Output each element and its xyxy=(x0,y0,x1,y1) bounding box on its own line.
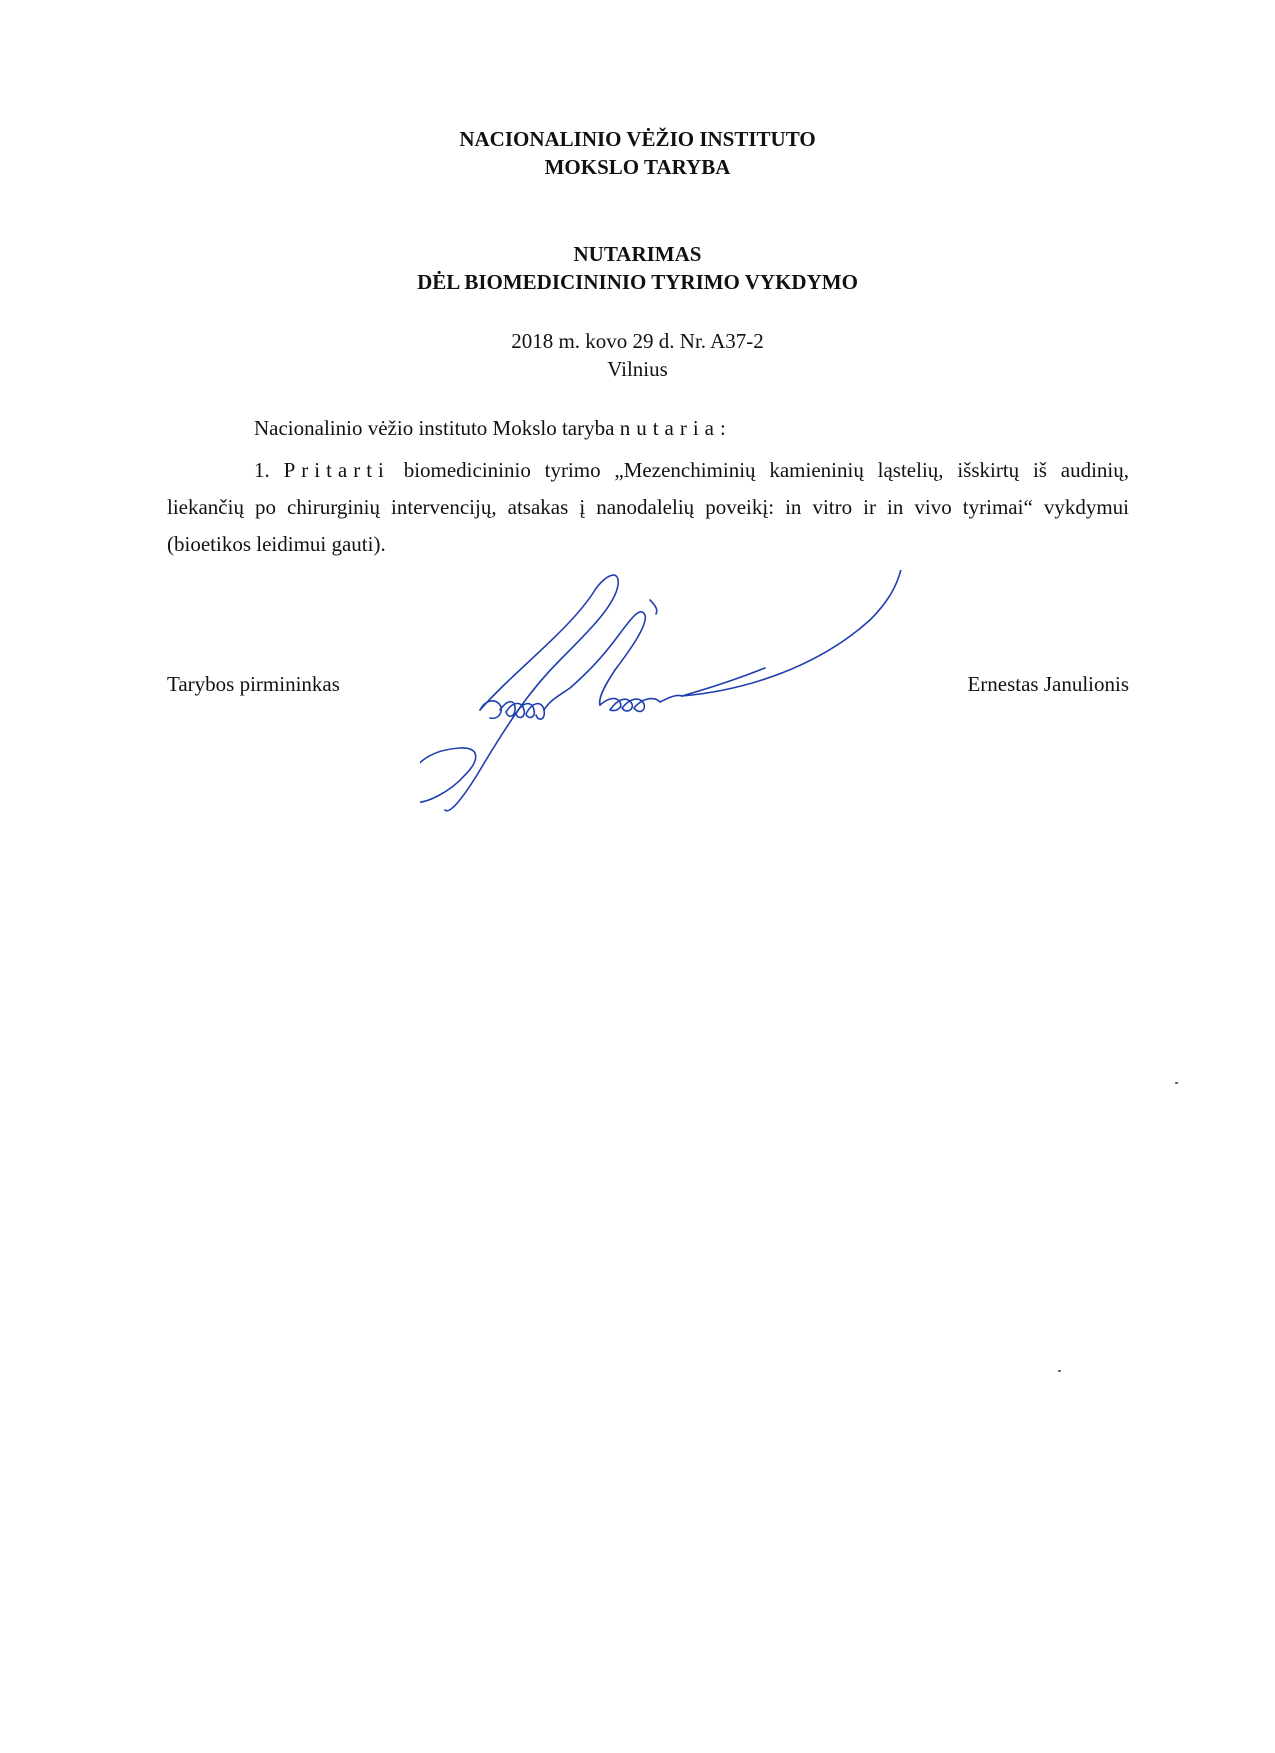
scan-speck xyxy=(1175,1082,1178,1084)
resolution-intro xyxy=(254,414,726,442)
intro-suffix: : xyxy=(720,416,726,440)
item-number: 1. xyxy=(254,458,284,482)
document-city: Vilnius xyxy=(607,357,668,381)
intro-prefix: Nacionalinio vėžio instituto Mokslo taryba xyxy=(254,416,620,440)
signatory-name: Ernestas Janulionis xyxy=(967,672,1129,696)
scan-speck xyxy=(1058,1370,1061,1372)
document-date-number: 2018 m. kovo 29 d. Nr. A37-2 xyxy=(511,329,764,353)
document-subject: DĖL BIOMEDICININIO TYRIMO VYKDYMO xyxy=(417,270,858,294)
handwritten-signature xyxy=(420,570,990,830)
resolution-item-1 xyxy=(167,452,1129,563)
item-text: biomedicininio tyrimo „Mezenchiminių kamieninių ląstelių, išskirtų iš audinių, liekančių po chirurginių intervencijų, atsakas į nanodalelių poveikį: in vitro ir in vivo tyrimai“ vykdymui (bioetikos leidimui gauti). xyxy=(167,458,1130,556)
organization-name: NACIONALINIO VĖŽIO INSTITUTO xyxy=(459,127,816,151)
intro-spaced-word: nutaria xyxy=(619,416,720,440)
organization-body: MOKSLO TARYBA xyxy=(544,155,731,179)
item-spaced-word: Pritarti xyxy=(283,458,390,482)
document-type: NUTARIMAS xyxy=(573,242,702,266)
signatory-role: Tarybos pirmininkas xyxy=(167,672,340,696)
